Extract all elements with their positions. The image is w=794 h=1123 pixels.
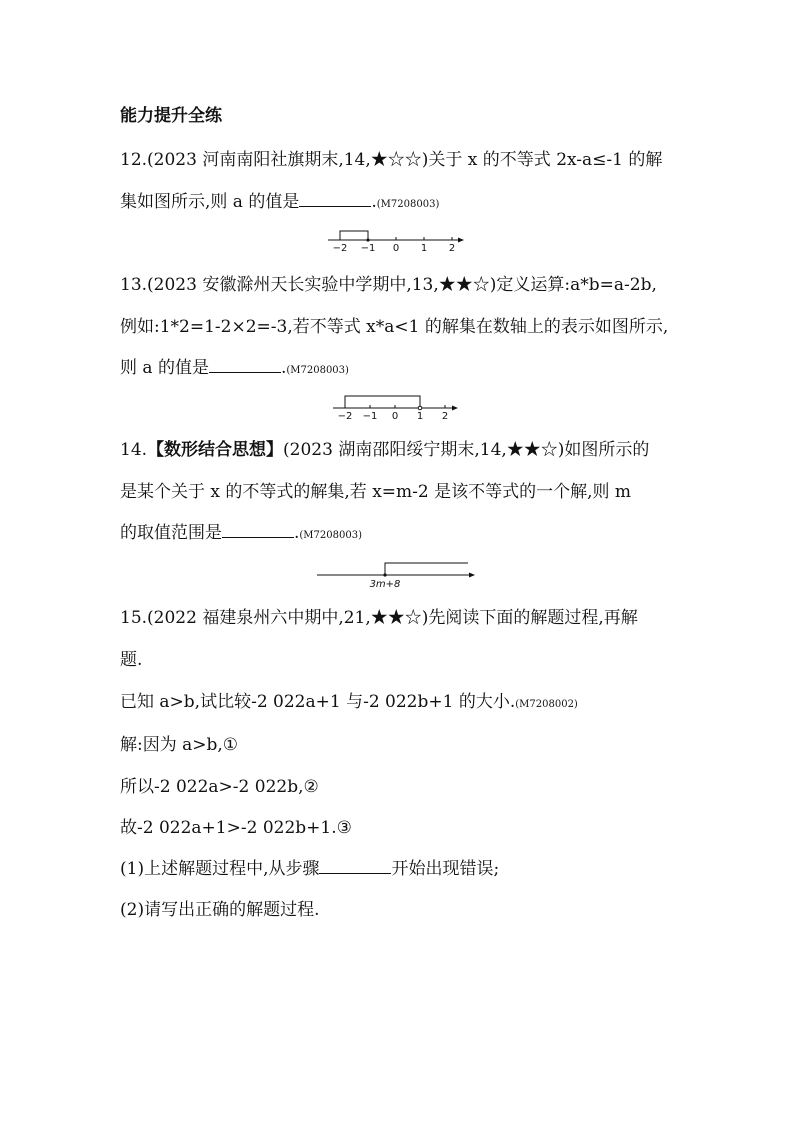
problem-13-line2: 例如:1*2=1-2×2=-3,若不等式 x*a<1 的解集在数轴上的表示如图所示,	[120, 317, 669, 337]
problem-14-line3	[120, 523, 362, 546]
answer-blank-12[interactable]	[299, 192, 371, 207]
problem-14-code: (M7208003)	[299, 530, 362, 541]
tick-label: 0	[391, 411, 399, 422]
problem-14-source: (2023 湖南邵阳绥宁期末,14,★★☆)如图所示的	[283, 440, 650, 460]
problem-13-code: (M7208003)	[286, 365, 349, 376]
tick-label: −2	[337, 411, 353, 422]
solution-step-1: 解:因为 a>b,①	[120, 735, 239, 755]
solution-step-3: 故-2 022a+1>-2 022b+1.③	[120, 818, 352, 838]
problem-15-code: (M7208002)	[515, 699, 578, 710]
problem-14-number: 14.	[120, 440, 148, 460]
answer-blank-13[interactable]	[209, 358, 281, 373]
tick-label: 1	[420, 243, 428, 254]
problem-13-period: .	[280, 358, 287, 378]
question-1-text: (1)上述解题过程中,从步骤	[120, 859, 320, 879]
answer-blank-14[interactable]	[222, 523, 294, 538]
problem-12-text: 集如图所示,则 a 的值是	[120, 192, 300, 212]
endpoint-circle	[418, 406, 422, 410]
question-1-end: 开始出现错误;	[391, 859, 500, 879]
tick-label: −2	[332, 243, 348, 254]
problem-15-line3	[120, 692, 578, 715]
problem-14-tag: 【数形结合思想】	[147, 440, 284, 460]
problem-13-line3	[120, 358, 349, 381]
endpoint-dot	[383, 573, 386, 576]
problem-13-line1: 13.(2023 安徽滁州天长实验中学期中,13,★★☆)定义运算:a*b=a-2b,	[120, 275, 657, 295]
number-line-12	[328, 225, 468, 253]
problem-15-line1: 15.(2022 福建泉州六中期中,21,★★☆)先阅读下面的解题过程,再解	[120, 608, 638, 628]
number-line-14	[317, 556, 479, 590]
tick-label: −1	[362, 411, 378, 422]
axis-point-label: 3m+8	[369, 579, 401, 590]
section-title: 能力提升全练	[120, 106, 222, 126]
problem-14-text: 的取值范围是	[120, 523, 222, 543]
problem-12-code: (M7208003)	[376, 199, 440, 210]
problem-12-period: .	[371, 192, 377, 212]
tick-label: −1	[360, 243, 376, 254]
axis-arrow-icon	[458, 238, 464, 243]
tick-label: 0	[392, 243, 400, 254]
question-2: (2)请写出正确的解题过程.	[120, 900, 320, 920]
number-line-13	[333, 390, 463, 420]
question-1	[120, 859, 499, 879]
answer-blank-15[interactable]	[319, 859, 391, 874]
problem-14-line1	[120, 440, 649, 460]
problem-14-period: .	[294, 523, 300, 543]
problem-12-line2	[120, 192, 439, 215]
tick-label: 1	[416, 411, 424, 422]
solution-ray	[385, 563, 468, 575]
problem-13-text: 则 a 的值是	[120, 358, 209, 378]
tick-label: 2	[448, 243, 456, 254]
problem-15-given: 已知 a>b,试比较-2 022a+1 与-2 022b+1 的大小.	[120, 692, 516, 712]
tick-label: 2	[441, 411, 449, 422]
problem-15-line2: 题.	[120, 650, 143, 670]
solution-step-2: 所以-2 022a>-2 022b,②	[120, 777, 319, 797]
problem-14-line2: 是某个关于 x 的不等式的解集,若 x=m-2 是该不等式的一个解,则 m	[120, 482, 632, 502]
problem-12-line1: 12.(2023 河南南阳社旗期末,14,★☆☆)关于 x 的不等式 2x-a≤-1 的解	[120, 150, 663, 170]
solution-ray	[340, 231, 368, 240]
axis-arrow-icon	[452, 406, 458, 411]
solution-ray	[345, 396, 420, 408]
axis-arrow-icon	[469, 573, 475, 578]
